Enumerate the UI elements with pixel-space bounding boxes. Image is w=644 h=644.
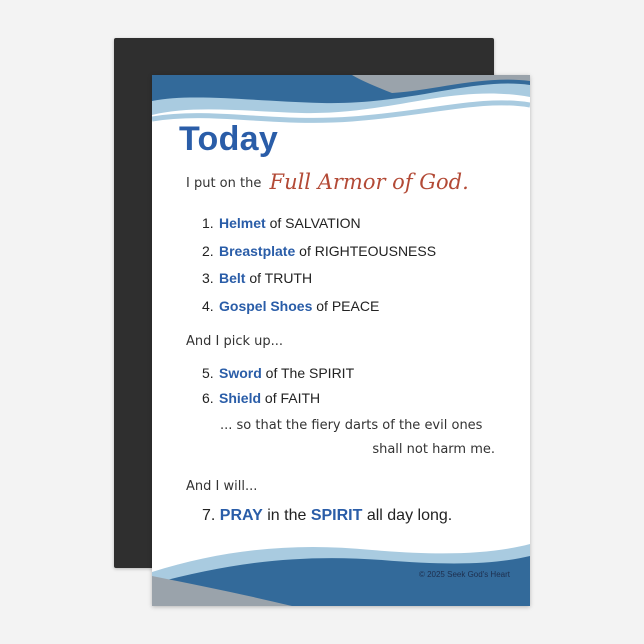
magnet-card — [152, 75, 530, 606]
intro-text: I put on the — [186, 176, 262, 191]
list-item: 2. Breastplate of RIGHTEOUSNESS — [202, 242, 437, 259]
pray-line: 7. PRAY in the SPIRIT all day long. — [202, 507, 453, 524]
armor-list — [202, 215, 436, 325]
will-heading: And I will... — [186, 479, 258, 494]
darts-line-1: ... so that the fiery darts of the evil ones — [220, 418, 483, 433]
copyright-text: © 2025 Seek God's Heart — [418, 570, 510, 579]
pickup-heading: And I pick up... — [186, 334, 284, 349]
intro-script-heading: Full Armor of God. — [269, 170, 469, 194]
list-item: 6. Shield of FAITH — [202, 390, 321, 406]
list-item: 4. Gospel Shoes of PEACE — [202, 297, 380, 314]
list-item: 1. Helmet of SALVATION — [202, 215, 361, 231]
pickup-list — [202, 365, 354, 415]
darts-line-2: shall not harm me. — [372, 442, 495, 457]
list-item: 3. Belt of TRUTH — [202, 270, 313, 286]
card-title: Today — [179, 120, 279, 158]
intro-line — [186, 170, 469, 194]
list-item: 5. Sword of The SPIRIT — [202, 365, 355, 381]
